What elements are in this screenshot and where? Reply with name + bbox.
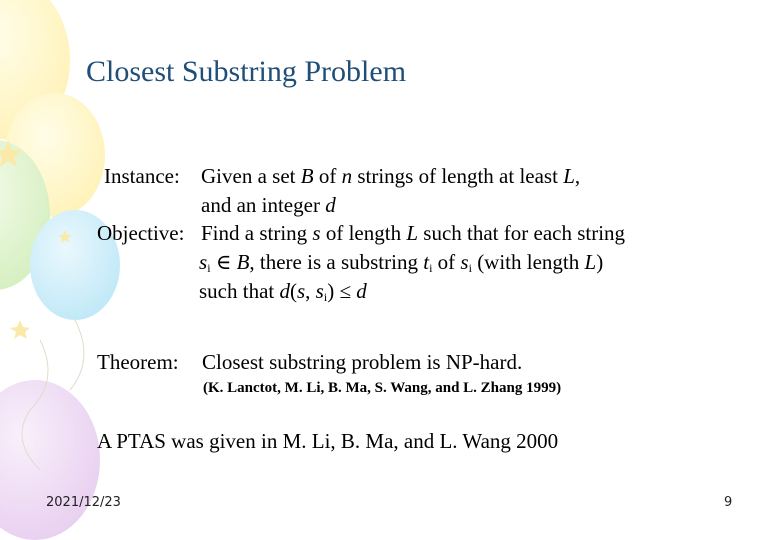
theorem-citation: (K. Lanctot, M. Li, B. Ma, S. Wang, and L. Zhang 1999) xyxy=(203,380,562,396)
theorem-label: Theorem: xyxy=(97,350,179,374)
footer-date: 2021/12/23 xyxy=(46,495,121,510)
footer-page-number: 9 xyxy=(724,495,733,510)
instance-line-2: and an integer d xyxy=(201,193,336,217)
ptas-statement: A PTAS was given in M. Li, B. Ma, and L. Wang 2000 xyxy=(97,429,559,453)
objective-label: Objective: xyxy=(97,221,185,245)
slide-title: Closest Substring Problem xyxy=(86,55,407,88)
objective-line-1: Find a string s of length L such that for each string xyxy=(201,221,626,245)
instance-line-1: Given a set B of n strings of length at least L, xyxy=(201,164,581,188)
objective-line-3: such that d(s, $s_i) \le d$ xyxy=(199,279,367,304)
theorem-text: Closest substring problem is NP-hard. xyxy=(202,350,523,374)
instance-label: Instance: xyxy=(104,164,180,188)
objective-line-2: $s_i$ ∈ B, there is a substring $t_i$ of $s_i$ (with length L) xyxy=(199,250,604,275)
